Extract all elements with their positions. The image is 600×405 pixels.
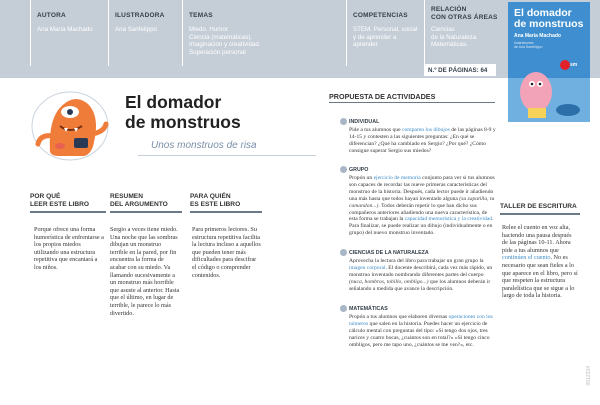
book-subtitle: Unos monstruos de risa [151,140,257,151]
individual-label: INDIVIDUAL [349,119,380,125]
ciencias-text: Aprovecha la lectura del libro para trabajar un gran grupo la imagen corporal. El docente describirá, cada vez más rápido, un monstruo inventado nombrando diferentes partes del cuerpo (nuca, hombros, tobillo, ombligo...) que los alumnos deberán ir señalando a medida que avance la descripción. [349,258,493,292]
resumen-divider [110,211,182,213]
cover-illustrator: Ilustraciones de Ana Sanfelippo [514,41,543,49]
autora-label: AUTORA [37,12,66,19]
ciencias-icon [340,249,347,256]
cover-logo-text: sm [570,62,578,68]
taller-divider [500,213,580,215]
ilustradora-value: Ana Sanfelippo [115,26,157,33]
page-folio: 0512324 [586,366,592,386]
grupo-label: GRUPO [349,167,369,173]
resumen-heading: RESUMEN DEL ARGUMENTO [110,193,168,208]
grupo-text: Propón un ejercicio de memoria conjunto para ver si tus alumnos son capaces de recordar las nueve primeras características del monstruo de la historia. Después, cada lector puede ir añadiendo una más hasta que todos hayan inventado alguna (su zapatilla, tu camandon...). Todos deberán repetir lo que han dicho sus compañeros anteriores añadiendo una nueva característica, de esta forma se trabajan la capacidad memorística y la creatividad. Para finalizar, se puede realizar un dibujo (individualmente o en grupo) del nuevo monstruo inventado. [349,175,495,237]
individual-text: Pide a tus alumnos que comparen los dibujos de las páginas 8-9 y 14-15 y contesten a las siguientes preguntas: ¿En qué se diferencian? ¿Qué ha cambiado en Sergio? ¿Por qué? ¿Cómo consigue superar Sergio sus miedos? [349,127,496,154]
ilustradora-label: ILUSTRADORA [115,12,165,19]
taller-heading: TALLER DE ESCRITURA [500,203,577,210]
paraquien-heading: PARA QUIÉN ES ESTE LIBRO [190,193,241,208]
resumen-text: Sergio a veces tiene miedo. Una noche que las sombras dibujan un monstruo terrible en la pared, por fin encuentra la forma de acabar con su miedo. Va llamando sucesivamente a un monstruo más horrible que asuste al anterior. Hasta que el último, en lugar de terrible, le parece lo más divertido. [110,226,180,317]
relacion-label: RELACIÓN CON OTRAS ÁREAS [431,6,498,21]
actividades-heading: PROPUESTA DE ACTIVIDADES [329,92,436,101]
grupo-icon [340,166,347,173]
relacion-column [424,0,500,66]
porque-divider [30,211,106,213]
porque-heading: POR QUÉ LEER ESTE LIBRO [30,193,89,208]
temas-column [182,0,346,66]
temas-label: TEMAS [189,12,213,19]
taller-text: Relee el cuento en voz alta, haciendo una pausa después de las páginas 10-11. Ahora pide a tus alumnos que continúen el cuento. No es necesario que sean fieles a lo que aparece en el libro, pero sí que respeten la estructura paralelística que se sigue a lo largo de toda la historia. [502,224,578,300]
actividades-divider [329,102,495,103]
matematicas-text: Propón a tus alumnos que elaboren diversas operaciones con los números que salen en la historia. Puedes hacer un ejercicio de cálculo mental con preguntas del tipo: «Si tengo dos ojos, tres narices y cuatro bocas, ¿cuántos son en total?» «Si tengo cinco ombligos, pero me tapo uno, ¿cuántos se me ven?», etc. [349,314,493,348]
subtitle-divider [138,155,316,156]
ilustradora-column [108,0,182,66]
cover-title: El domador de monstruos [514,7,584,30]
temas-value: Miedo. Humor. Ciencia (matemáticas). Imaginación y creatividad. Superación personal [189,26,261,56]
monster-mascot-icon [30,86,112,162]
cover-author: Ana María Machado [514,33,561,39]
paraquien-divider [190,211,262,213]
sm-logo-icon [560,60,570,70]
book-title: El domador de monstruos [125,92,241,132]
pages-count: N.º DE PÁGINAS: 64 [424,64,496,76]
matematicas-icon [340,305,347,312]
matematicas-label: MATEMÁTICAS [349,306,388,312]
cover-illustration [508,48,590,122]
individual-icon [340,118,347,125]
competencias-value: STEM. Personal, social y de aprender a aprender. [353,26,418,49]
autora-column [30,0,108,66]
ciencias-label: CIENCIAS DE LA NATURALEZA [349,250,429,256]
autora-value: Ana María Machado [37,26,93,33]
book-cover [508,2,590,122]
relacion-value: Ciencias de la Naturaleza. Matemáticas. [431,26,478,49]
competencias-column [346,0,424,66]
porque-text: Porque ofrece una forma humorística de enfrentarse a los propios miedos utilizando una estructura repetitiva que encantará a los niños. [34,226,104,271]
competencias-label: COMPETENCIAS [353,12,408,19]
paraquien-text: Para primeros lectores. Su estructura repetitiva facilita la lectura incluso a aquellos que pueden tener más dificultades para descifrar el código o comprender contenidos. [192,226,261,279]
